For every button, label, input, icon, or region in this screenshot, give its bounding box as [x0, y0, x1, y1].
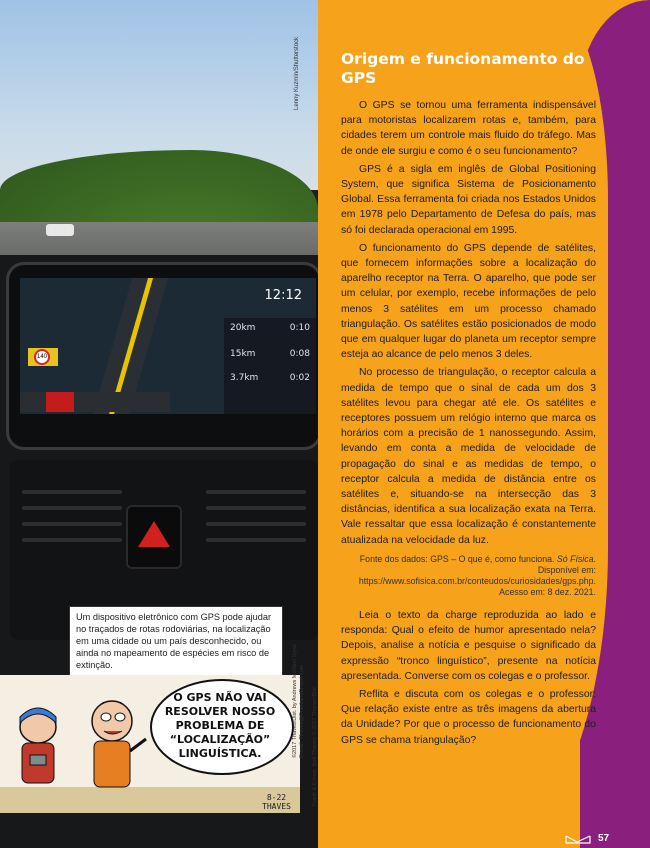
article-paragraph: O GPS se tornou uma ferramenta indispensável para motoristas localizarem rotas e, também, para cidades terem um controle mais fluido do tráfego. Mas de onde ele surgiu e como é o seu funcionamento? — [341, 100, 596, 157]
vent-slot — [206, 506, 306, 510]
question-paragraph: Reflita e discuta com os colegas e o professor: Que relação existe entre as três imagens da abertura da Unidade? Por que o processo de funcionamento do GPS se chama triangulação? — [341, 688, 596, 746]
page-number: 57 — [598, 833, 610, 844]
speech-line: O GPS NÃO VAI — [173, 691, 267, 704]
nav-time: 0:08 — [289, 349, 310, 359]
vent-slot — [206, 490, 306, 494]
hazard-icon — [138, 521, 170, 547]
nav-distance: 20km — [230, 323, 256, 333]
screen-time: 12:12 — [264, 288, 302, 303]
nav-time: 0:02 — [289, 373, 310, 383]
speech-line: LINGUÍSTICA. — [178, 747, 262, 760]
cartoon-character-left — [8, 705, 68, 795]
cartoon-character-right — [80, 695, 150, 795]
cartoon-signature — [262, 793, 291, 811]
article-paragraph: O funcionamento do GPS depende de satélites, que fornecem informações sobre a localização do aparelho receptor na Terra. O aparelho, que pode ser um celular, por exemplo, recebe informações de pelo menos 3 satélites em um processo chamado triangulação. Os satélites estão posicionados de modo que em qualquer lugar do planeta um receptor sempre esteja ao alcance de pelo menos 3 deles. — [341, 242, 596, 361]
cartoon-url-line: E-mail: Thaves@FrankandErnest.com — [299, 664, 305, 758]
nav-row — [224, 318, 316, 338]
vent-slot — [206, 538, 306, 542]
nav-distance: 3.7km — [230, 373, 259, 383]
vent-slot — [206, 522, 306, 526]
vent-slot — [22, 490, 122, 494]
active-button — [46, 392, 74, 412]
vent-slot — [22, 506, 122, 510]
cartoon-credit-line: Frank & Ernest, Bob Thaves © 2017 Thaves/Dist. — [312, 685, 318, 806]
article-title: Origem e funcionamento do GPS — [341, 50, 585, 87]
article-paragraph: No processo de triangulação, o receptor calcula a medida de tempo que o sinal de cada um dos 3 satélites levou para chegar até ele. Os satélites e receptores possuem um relógio interno que marca os horários com a precisão de 1 nanossegundo. Assim, levando em conta a medida de velocidade de propagação do sinal e as medidas de tempo, o receptor calcula a medida de distância entre os satélites e, situando-se na intersecção das 3 distâncias, identifica a sua localização exata na Terra. Vale ressaltar que essa localização é constantemente atualizada na velocidade da luz. — [341, 367, 596, 546]
nav-row — [224, 344, 316, 364]
hazard-button — [126, 505, 182, 569]
photo-credit: Lenny Kuzmin/Shutterstock — [294, 36, 300, 110]
signature-line: 8-22 — [266, 793, 287, 802]
nav-time: 0:10 — [289, 323, 310, 333]
signature-line: THAVES — [262, 802, 291, 811]
nav-row — [224, 368, 316, 388]
source-link: Disponível em: https://www.sofisica.com.br/conteudos/curiosidades/gps.php. Acesso em: 8 dez. 2021. — [358, 564, 596, 597]
nav-distance: 15km — [230, 349, 256, 359]
article-source — [341, 554, 596, 598]
car — [46, 224, 74, 236]
speed-limit-value: 140 — [34, 349, 50, 365]
nav-panel — [224, 318, 316, 414]
speech-line: RESOLVER NOSSO — [164, 705, 276, 718]
cartoon-url — [292, 643, 306, 758]
speech-line: PROBLEMA DE — [175, 719, 265, 732]
speed-limit-sign — [28, 348, 58, 366]
cartoon-strip — [0, 675, 300, 813]
speech-line: “LOCALIZAÇÃO” — [169, 733, 271, 746]
source-prefix: Fonte dos dados: GPS – O que é, como funciona. — [359, 553, 555, 564]
source-site: Só Física. — [556, 553, 596, 564]
book-icon — [565, 834, 591, 844]
photo-caption: Um dispositivo eletrônico com GPS pode ajudar no traçados de rotas rodoviárias, na localização em uma cidade ou um país desconhecido, ou ainda no mapeamento de espécies em risco de extinção. — [69, 606, 283, 676]
vent-slot — [22, 522, 122, 526]
question-paragraph: Leia o texto da charge reproduzida ao lado e responda: Qual o efeito de humor apresentado nela? Depois, analise a notícia e pesquise o significado da expressão “tronco linguístico”, presente na notícia apresentada. Converse com os colegas e o professor. — [341, 609, 596, 682]
article — [341, 50, 596, 751]
speech-text — [150, 691, 290, 761]
screen-button-bar — [20, 392, 170, 412]
article-paragraph: GPS é a sigla em inglês de Global Positioning System, que significa Sistema de Posicionamento Global. Essa ferramenta foi criada nos Estados Unidos em 1978 pelo Departamento de Defesa do país, mas só foi declarada operacional em 1995. — [341, 163, 596, 236]
vent-slot — [22, 538, 122, 542]
cartoon-url-line: ©2017 Thaves/Dist. by Andrews McMeel Synd. — [292, 643, 298, 758]
